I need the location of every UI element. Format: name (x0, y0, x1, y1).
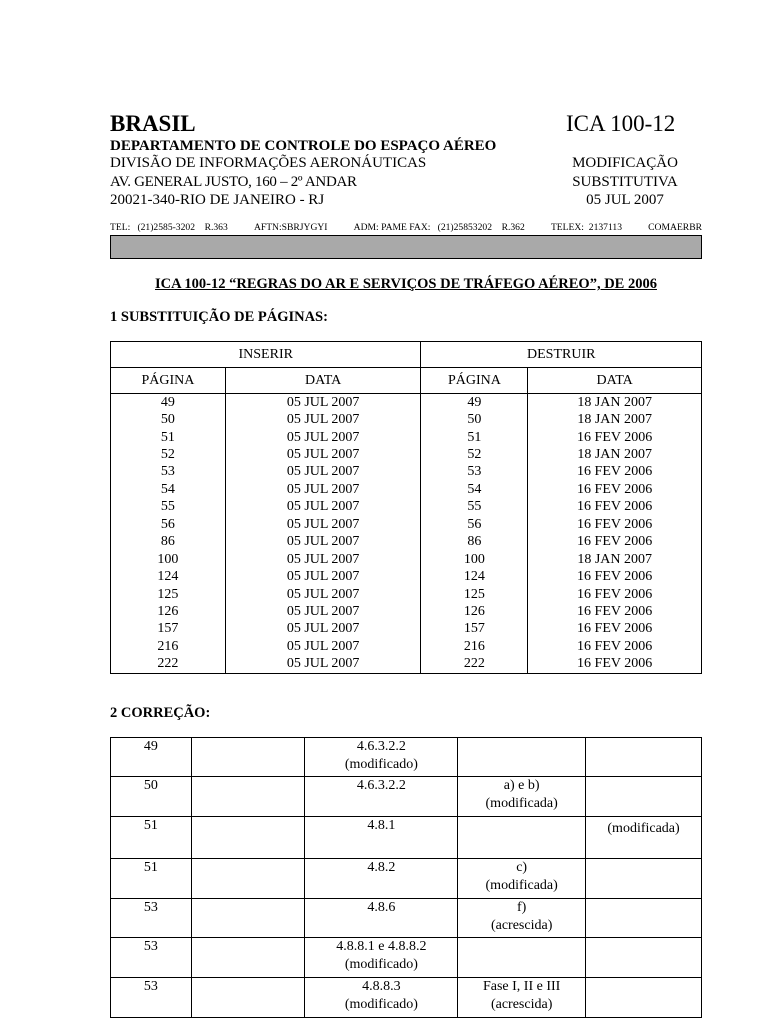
department-name: DEPARTAMENTO DE CONTROLE DO ESPAÇO AÉREO (110, 138, 497, 154)
destroy-date-cell: 18 JAN 2007 (528, 446, 702, 463)
destroy-date-cell: 16 FEV 2006 (528, 429, 702, 446)
table-row (111, 777, 702, 817)
page-cell: 49 (111, 738, 192, 777)
contact-phone: TEL: (21)2585-3202 R.363 (110, 222, 228, 233)
blank-cell (191, 817, 305, 859)
destroy-date-cell: 16 FEV 2006 (528, 603, 702, 620)
contact-aftn: AFTN:SBRJYGYI (253, 222, 328, 233)
item-cell: 4.8.6 (305, 899, 458, 938)
note-cell (586, 777, 702, 817)
table-row (111, 817, 702, 859)
page-cell: 53 (111, 938, 192, 978)
page-substitution-table (110, 341, 702, 674)
insert-page-cell: 55 (111, 499, 226, 516)
page-cell: 51 (111, 859, 192, 899)
insert-date-cell: 05 JUL 2007 (225, 656, 421, 674)
destroy-date-cell: 18 JAN 2007 (528, 551, 702, 568)
destroy-page-cell: 50 (421, 411, 528, 428)
insert-date-cell: 05 JUL 2007 (225, 586, 421, 603)
insert-date-cell: 05 JUL 2007 (225, 638, 421, 655)
destroy-group-header: DESTRUIR (421, 342, 702, 368)
blank-cell (191, 899, 305, 938)
insert-date-header: DATA (225, 368, 421, 394)
note-cell (586, 978, 702, 1018)
insert-page-cell: 157 (111, 621, 226, 638)
insert-date-cell: 05 JUL 2007 (225, 394, 421, 412)
destroy-page-cell: 157 (421, 621, 528, 638)
table-row (111, 899, 702, 938)
table-row (111, 446, 702, 463)
table-row (111, 481, 702, 498)
insert-page-cell: 124 (111, 568, 226, 585)
modification-date: 05 JUL 2007 (586, 192, 664, 208)
destroy-page-cell: 55 (421, 499, 528, 516)
destroy-date-cell: 16 FEV 2006 (528, 656, 702, 674)
destroy-page-cell: 52 (421, 446, 528, 463)
blank-cell (191, 777, 305, 817)
page-cell: 53 (111, 978, 192, 1018)
insert-date-cell: 05 JUL 2007 (225, 621, 421, 638)
page-cell: 50 (111, 777, 192, 817)
insert-date-cell: 05 JUL 2007 (225, 499, 421, 516)
destroy-page-cell: 49 (421, 394, 528, 412)
destroy-date-cell: 18 JAN 2007 (528, 411, 702, 428)
insert-page-cell: 50 (111, 411, 226, 428)
table-row (111, 551, 702, 568)
destroy-date-cell: 16 FEV 2006 (528, 586, 702, 603)
destroy-page-cell: 53 (421, 464, 528, 481)
item-cell: 4.6.3.2.2 (modificado) (305, 738, 458, 777)
insert-page-cell: 86 (111, 534, 226, 551)
header-divider-bar (110, 235, 702, 259)
insert-page-cell: 53 (111, 464, 226, 481)
destroy-page-cell: 56 (421, 516, 528, 533)
destroy-date-header: DATA (528, 368, 702, 394)
note-cell (586, 859, 702, 899)
table-row (111, 638, 702, 655)
document-code: ICA 100-12 (566, 111, 676, 136)
insert-date-cell: 05 JUL 2007 (225, 551, 421, 568)
table-row (111, 394, 702, 412)
insert-page-cell: 100 (111, 551, 226, 568)
note-cell: (modificada) (586, 817, 702, 859)
item-cell: 4.8.8.3 (modificado) (305, 978, 458, 1018)
section2-heading: 2 CORREÇÃO: (110, 705, 211, 721)
insert-date-cell: 05 JUL 2007 (225, 464, 421, 481)
modification-type: SUBSTITUTIVA (572, 174, 678, 190)
destroy-date-cell: 16 FEV 2006 (528, 568, 702, 585)
detail-cell: a) e b) (modificada) (458, 777, 586, 817)
insert-page-cell: 216 (111, 638, 226, 655)
insert-date-cell: 05 JUL 2007 (225, 446, 421, 463)
insert-group-header: INSERIR (111, 342, 421, 368)
table-row (111, 978, 702, 1018)
table-row (111, 621, 702, 638)
contact-telex: TELEX: 2137113 (550, 222, 622, 233)
note-cell (586, 899, 702, 938)
destroy-page-cell: 86 (421, 534, 528, 551)
destroy-date-cell: 16 FEV 2006 (528, 481, 702, 498)
insert-page-cell: 49 (111, 394, 226, 412)
insert-page-header: PÁGINA (111, 368, 226, 394)
address-line: AV. GENERAL JUSTO, 160 – 2º ANDAR (110, 174, 357, 190)
detail-cell (458, 738, 586, 777)
insert-date-cell: 05 JUL 2007 (225, 603, 421, 620)
correction-table (110, 737, 702, 1018)
item-cell: 4.8.1 (305, 817, 458, 859)
document-title: ICA 100-12 “REGRAS DO AR E SERVIÇOS DE TRÁFEGO AÉREO”, DE 2006 (155, 276, 657, 292)
destroy-date-cell: 18 JAN 2007 (528, 394, 702, 412)
table-row (111, 586, 702, 603)
destroy-page-cell: 51 (421, 429, 528, 446)
insert-date-cell: 05 JUL 2007 (225, 481, 421, 498)
table-row (111, 499, 702, 516)
insert-page-cell: 51 (111, 429, 226, 446)
blank-cell (191, 978, 305, 1018)
destroy-page-cell: 124 (421, 568, 528, 585)
destroy-date-cell: 16 FEV 2006 (528, 499, 702, 516)
destroy-date-cell: 16 FEV 2006 (528, 638, 702, 655)
insert-page-cell: 54 (111, 481, 226, 498)
detail-cell: f) (acrescida) (458, 899, 586, 938)
item-cell: 4.8.8.1 e 4.8.8.2 (modificado) (305, 938, 458, 978)
detail-cell: Fase I, II e III (acrescida) (458, 978, 586, 1018)
destroy-page-cell: 126 (421, 603, 528, 620)
destroy-date-cell: 16 FEV 2006 (528, 621, 702, 638)
destroy-page-cell: 100 (421, 551, 528, 568)
table-row (111, 603, 702, 620)
destroy-page-cell: 125 (421, 586, 528, 603)
table-row (111, 411, 702, 428)
note-cell (586, 738, 702, 777)
contact-fax: ADM: PAME FAX: (21)25853202 R.362 (353, 222, 525, 233)
item-cell: 4.6.3.2.2 (305, 777, 458, 817)
destroy-page-cell: 222 (421, 656, 528, 674)
blank-cell (191, 738, 305, 777)
item-cell: 4.8.2 (305, 859, 458, 899)
insert-date-cell: 05 JUL 2007 (225, 568, 421, 585)
destroy-page-cell: 216 (421, 638, 528, 655)
table-row (111, 738, 702, 777)
insert-page-cell: 222 (111, 656, 226, 674)
insert-date-cell: 05 JUL 2007 (225, 429, 421, 446)
table-row (111, 516, 702, 533)
table-row (111, 938, 702, 978)
destroy-page-header: PÁGINA (421, 368, 528, 394)
blank-cell (191, 859, 305, 899)
division-name: DIVISÃO DE INFORMAÇÕES AERONÁUTICAS (110, 155, 427, 171)
insert-date-cell: 05 JUL 2007 (225, 516, 421, 533)
table-row (111, 568, 702, 585)
table-row (111, 656, 702, 674)
destroy-date-cell: 16 FEV 2006 (528, 516, 702, 533)
table-row (111, 859, 702, 899)
insert-page-cell: 56 (111, 516, 226, 533)
page-cell: 53 (111, 899, 192, 938)
note-cell (586, 938, 702, 978)
detail-cell: c) (modificada) (458, 859, 586, 899)
insert-page-cell: 125 (111, 586, 226, 603)
destroy-date-cell: 16 FEV 2006 (528, 534, 702, 551)
city-line: 20021-340-RIO DE JANEIRO - RJ (110, 192, 325, 208)
detail-cell (458, 938, 586, 978)
page-cell: 51 (111, 817, 192, 859)
insert-date-cell: 05 JUL 2007 (225, 534, 421, 551)
table-row (111, 464, 702, 481)
insert-page-cell: 52 (111, 446, 226, 463)
table-row (111, 534, 702, 551)
insert-date-cell: 05 JUL 2007 (225, 411, 421, 428)
contact-comaer: COMAERBR (648, 222, 702, 233)
contact-line (110, 222, 702, 234)
section1-heading: 1 SUBSTITUIÇÃO DE PÁGINAS: (110, 309, 328, 325)
detail-cell (458, 817, 586, 859)
table-row (111, 429, 702, 446)
insert-page-cell: 126 (111, 603, 226, 620)
destroy-page-cell: 54 (421, 481, 528, 498)
blank-cell (191, 938, 305, 978)
modification-label: MODIFICAÇÃO (572, 155, 678, 171)
country-title: BRASIL (110, 111, 196, 136)
destroy-date-cell: 16 FEV 2006 (528, 464, 702, 481)
